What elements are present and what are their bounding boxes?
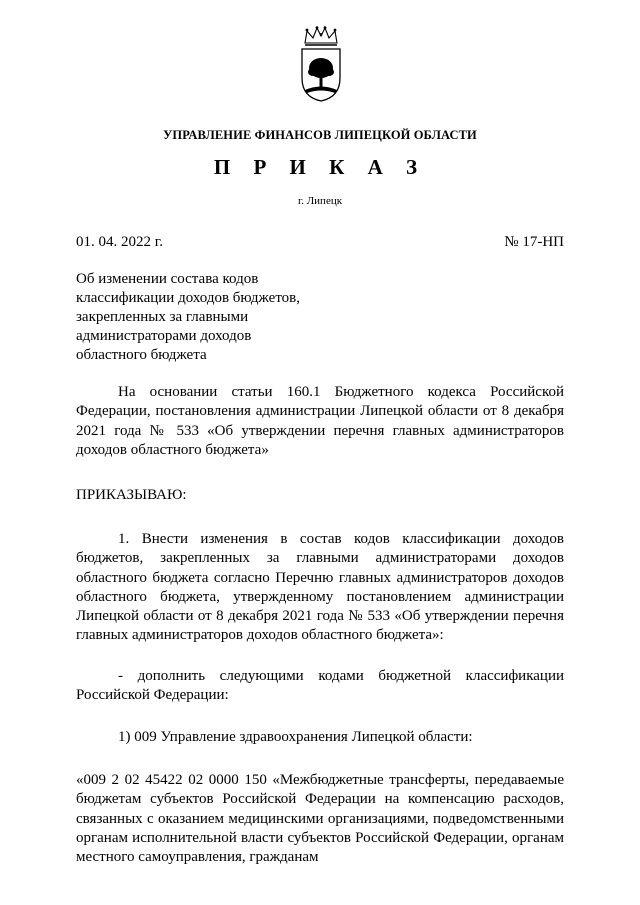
order-subject	[76, 270, 316, 365]
subject-line: областного бюджета	[76, 347, 207, 363]
subject-line: Об изменении состава кодов	[76, 271, 259, 287]
subject-line: закрепленных за главными	[76, 309, 249, 325]
subject-line: классификации доходов бюджетов,	[76, 290, 301, 306]
order-date: 01. 04. 2022 г.	[76, 234, 163, 250]
subitem-1-paragraph: 1) 009 Управление здравоохранения Липецкой области:	[118, 729, 473, 745]
code-entry-paragraph: «009 2 02 45422 02 0000 150 «Межбюджетные трансферты, передаваемые бюджетам субъектов Российской Федерации на компенсацию расходов, связанных с оказанием медицинскими организациями, подведомственными органам исполнительной власти субъектов Российской Федерации, органам местного самоуправления, гражданам	[76, 772, 564, 866]
item-1-sub-paragraph: - дополнить следующими кодами бюджетной классификации Российской Федерации:	[76, 668, 564, 704]
document-title: П Р И К А З	[213, 155, 427, 179]
coat-of-arms-emblem	[299, 26, 343, 102]
organization-name: УПРАВЛЕНИЕ ФИНАНСОВ ЛИПЕЦКОЙ ОБЛАСТИ	[163, 128, 477, 142]
item-1-paragraph: 1. Внести изменения в состав кодов классификации доходов бюджетов, закрепленных за главными администраторами доходов областного бюджета согласно Перечню главных администраторов доходов областного бюджета, утвержденному постановлением администрации Липецкой области от 8 декабря 2021 года № 533 «Об утверждении перечня главных администраторов доходов областного бюджета»:	[76, 531, 564, 644]
city-name: г. Липецк	[297, 195, 343, 207]
order-word: ПРИКАЗЫВАЮ:	[76, 487, 187, 503]
subject-line: администраторами доходов	[76, 328, 252, 344]
order-number: № 17-НП	[504, 234, 564, 250]
preamble-paragraph: На основании статьи 160.1 Бюджетного кодекса Российской Федерации, постановления администрации Липецкой области от 8 декабря 2021 года № 533 «Об утверждении перечня главных администраторов доходов областного бюджета»	[76, 384, 564, 458]
